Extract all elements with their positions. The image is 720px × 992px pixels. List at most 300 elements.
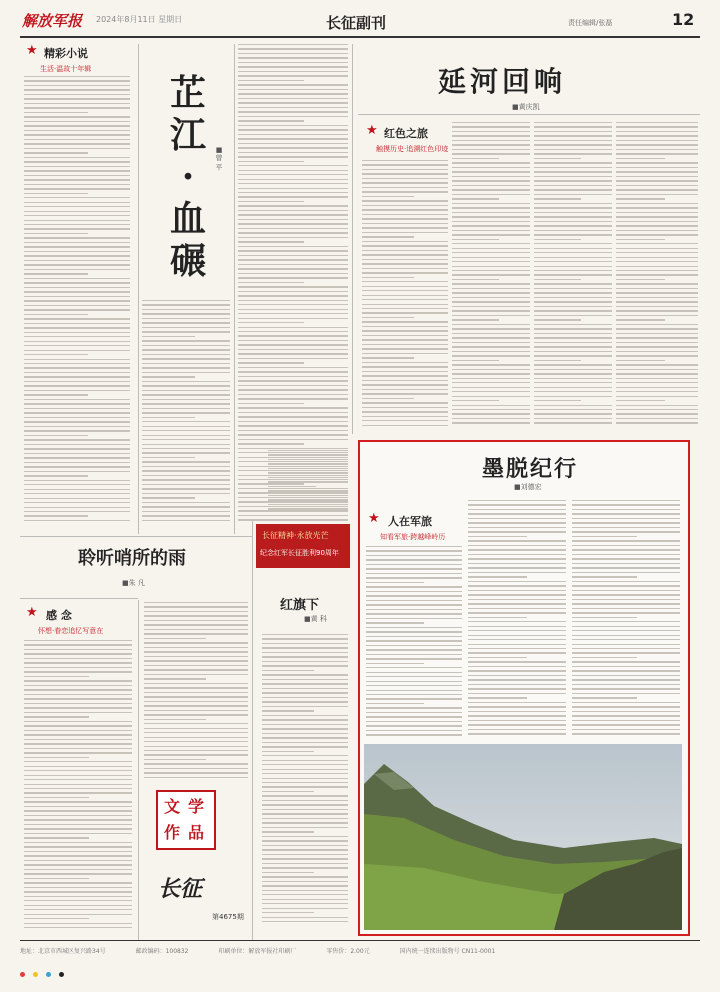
text-line [452,158,499,159]
text-line [366,676,462,677]
text-line [262,724,348,725]
text-line [534,364,612,365]
text-line [366,600,462,601]
text-line [262,634,348,635]
text-line [24,515,88,516]
text-line [24,649,132,650]
red-star-icon: ★ [368,511,380,526]
text-line [366,716,462,717]
text-line [468,720,566,721]
text-line [572,540,680,541]
text-line [24,376,130,377]
text-line [24,161,130,162]
text-line [24,385,130,386]
text-line [452,221,530,222]
text-line [144,633,248,634]
text-line [534,153,612,154]
text-line [24,179,130,180]
text-line [24,246,130,247]
text-line [362,304,448,305]
text-line [616,239,665,240]
text-line [572,702,680,703]
text-line [24,121,130,122]
text-line [24,896,132,897]
text-line [362,178,448,179]
text-line [238,259,348,260]
text-line [468,603,566,604]
text-line [468,693,566,694]
text-line [238,138,348,139]
text-line [366,645,462,646]
text-line [534,207,612,208]
text-line [238,358,348,359]
text-line [24,363,130,364]
text-line [24,914,132,915]
text-line [238,282,304,283]
red-star-icon: ★ [26,43,38,58]
text-line [24,332,130,333]
text-line [142,421,230,422]
text-line [24,810,132,811]
column-head: 人在军旅 [388,515,432,528]
text-line [262,643,348,644]
text-line [262,813,348,814]
text-line [24,107,130,108]
text-line [24,125,130,126]
text-line [362,321,448,322]
text-line [366,636,462,637]
text-line [468,688,566,689]
text-line [468,684,566,685]
text-line [468,639,566,640]
text-line [572,545,680,546]
text-line [238,179,348,180]
text-line [366,681,462,682]
text-line [238,62,348,63]
text-line [238,53,348,54]
text-line [268,481,348,482]
text-line [572,500,680,501]
text-line [142,488,230,489]
text-line [24,242,130,243]
text-line [616,225,698,226]
text-line [362,344,448,345]
text-line [534,342,612,343]
text-line [362,173,448,174]
text-line [534,225,612,226]
text-line [452,189,530,190]
text-line [24,725,132,726]
article-body [468,500,566,740]
text-line [262,679,348,680]
text-line [24,667,132,668]
text-line [238,273,348,274]
text-line [468,558,566,559]
text-line [452,194,530,195]
text-line [268,468,348,469]
article-title: 延河回响 [438,65,567,98]
text-line [24,202,130,203]
text-line [24,743,132,744]
register-dot [59,972,64,977]
text-line [144,602,248,603]
text-line [534,248,612,249]
text-line [262,773,348,774]
text-line [366,725,462,726]
text-line [142,470,230,471]
text-line [24,842,132,843]
text-line [572,675,680,676]
text-line [572,729,680,730]
text-line [362,218,448,219]
text-line [24,462,130,463]
text-line [24,287,130,288]
text-line [142,426,230,427]
text-line [452,319,499,320]
text-line [238,98,348,99]
text-line [142,363,230,364]
text-line [572,576,637,577]
text-line [238,107,348,108]
text-line [362,357,414,358]
text-line [144,750,248,751]
text-line [238,448,348,449]
text-line [572,549,680,550]
text-line [452,400,499,401]
text-line [262,804,348,805]
text-line [452,261,530,262]
text-line [616,252,698,253]
text-line [24,498,130,499]
text-line [468,724,566,725]
text-line [24,833,132,834]
text-line [534,333,612,334]
text-line [24,905,132,906]
text-line [452,126,530,127]
text-line [238,331,348,332]
text-line [24,448,130,449]
text-line [238,277,348,278]
text-line [24,792,132,793]
text-line [616,351,698,352]
text-line [238,421,348,422]
text-line [24,909,132,910]
text-line [616,221,698,222]
text-line [24,801,132,802]
text-line [238,340,348,341]
text-line [468,531,566,532]
text-line [142,390,230,391]
text-line [24,502,130,503]
text-line [268,490,348,491]
text-line [144,719,206,720]
text-line [534,230,612,231]
text-line [24,170,130,171]
text-line [262,688,348,689]
text-line [238,188,348,189]
text-line [238,519,348,520]
text-line [534,382,612,383]
text-line [616,315,698,316]
text-line [262,791,314,792]
text-line [468,563,566,564]
register-dot [20,972,25,977]
text-line [142,313,230,314]
text-line [534,422,612,423]
text-line [24,453,130,454]
text-line [142,412,230,413]
text-line [142,394,230,395]
text-line [24,372,130,373]
text-line [24,475,88,476]
text-line [142,520,230,521]
text-line [616,167,698,168]
stamp-char: 作 [164,823,181,842]
text-line [24,426,130,427]
text-line [616,413,698,414]
text-line [262,885,348,886]
text-line [24,318,130,319]
text-line [468,500,566,501]
text-line [572,563,680,564]
text-line [534,149,612,150]
text-line [362,375,448,376]
text-line [534,369,612,370]
footer-address: 地址：北京市西城区复兴路34号 [20,948,106,955]
text-line [238,183,348,184]
text-line [238,416,348,417]
text-line [534,319,581,320]
text-line [262,728,348,729]
text-line [24,457,130,458]
text-line [238,196,348,197]
text-line [616,212,698,213]
text-line [24,282,130,283]
text-line [616,297,698,298]
article-author: ■黄庆凯 [512,103,540,111]
text-line [468,594,566,595]
text-line [24,143,130,144]
text-line [142,322,230,323]
text-line [452,207,530,208]
text-line [238,80,304,81]
text-line [616,328,698,329]
text-line [362,236,414,237]
text-line [262,742,348,743]
text-line [572,733,680,734]
text-line [362,250,448,251]
text-line [534,198,581,199]
red-star-icon: ★ [366,123,378,138]
text-line [238,385,348,386]
text-line [268,495,348,496]
text-line [24,430,130,431]
text-line [366,618,462,619]
text-line [362,384,448,385]
text-line [468,549,566,550]
text-line [534,144,612,145]
text-line [142,345,230,346]
text-line [534,315,612,316]
text-line [24,671,132,672]
text-line [366,604,462,605]
article-title: 墨脱纪行 [482,456,579,482]
text-line [24,341,130,342]
column-divider [138,600,139,940]
text-line [144,732,248,733]
text-line [238,102,348,103]
text-line [262,665,348,666]
text-line [534,212,612,213]
text-line [24,381,130,382]
text-line [616,279,665,280]
text-line [24,112,88,113]
text-line [24,864,132,865]
text-line [24,689,132,690]
text-line [262,890,348,891]
text-line [452,131,530,132]
text-line [24,806,132,807]
text-line [24,228,130,229]
text-line [534,176,612,177]
text-line [24,354,88,355]
text-line [572,648,680,649]
text-line [268,463,348,464]
text-line [24,435,88,436]
text-line [616,144,698,145]
text-line [142,340,230,341]
text-line [468,567,566,568]
text-line [362,268,448,269]
text-line [142,304,230,305]
text-line [262,755,348,756]
text-line [144,620,248,621]
text-line [452,346,530,347]
text-line [362,241,448,242]
text-line [468,733,566,734]
text-line [572,635,680,636]
poem-body [262,634,348,930]
text-line [452,283,530,284]
text-line [616,198,665,199]
text-line [452,418,530,419]
text-line [534,409,612,410]
text-line [24,350,130,351]
text-line [362,308,448,309]
text-line [24,139,130,140]
text-line [24,644,132,645]
text-line [238,89,348,90]
stamp-char: 品 [188,823,205,842]
text-line [262,876,348,877]
text-line [144,651,248,652]
text-line [452,171,530,172]
text-line [268,486,316,487]
text-line [468,522,566,523]
text-line [534,373,612,374]
text-line [238,335,348,336]
text-line [24,788,132,789]
text-line [616,261,698,262]
text-line [366,627,462,628]
text-line [572,639,680,640]
text-line [24,493,130,494]
text-line [144,615,248,616]
section-divider [358,114,700,115]
text-line [262,683,348,684]
text-line [616,422,698,423]
text-line [616,122,698,123]
text-line [366,582,424,583]
text-line [534,131,612,132]
text-line [262,786,348,787]
text-line [24,471,130,472]
text-line [452,342,530,343]
text-line [24,103,130,104]
text-line [24,399,130,400]
text-line [24,923,132,924]
text-line [572,536,637,537]
text-line [572,706,680,707]
column-subtitle: 知看军旅·跨越峰岭历 [380,533,446,541]
text-line [468,630,566,631]
text-line [468,706,566,707]
text-line [616,283,698,284]
text-line [238,304,348,305]
text-line [534,306,612,307]
text-line [366,690,462,691]
text-line [534,135,612,136]
text-line [366,734,462,735]
text-line [238,367,348,368]
text-line [366,573,462,574]
text-line [362,196,414,197]
text-line [366,658,462,659]
text-line [144,746,248,747]
text-line [24,278,130,279]
text-line [468,540,566,541]
text-line [452,328,530,329]
text-line [534,351,612,352]
text-line [238,111,348,112]
text-line [468,729,566,730]
text-line [24,273,88,274]
text-line [24,76,130,77]
text-line [24,408,130,409]
text-line [616,149,698,150]
text-line [534,270,612,271]
text-line [452,409,530,410]
text-line [572,612,680,613]
masthead-rule [20,36,700,38]
text-line [238,75,348,76]
stamp-char: 文 [164,797,181,816]
text-line [572,527,680,528]
text-line [238,152,348,153]
text-line [24,748,132,749]
text-line [534,310,612,311]
text-line [262,760,348,761]
text-line [452,288,530,289]
text-line [24,489,130,490]
text-line [534,257,612,258]
text-line [534,292,612,293]
text-line [268,454,348,455]
text-line [362,214,448,215]
text-line [238,71,348,72]
text-line [238,192,348,193]
text-line [24,855,132,856]
